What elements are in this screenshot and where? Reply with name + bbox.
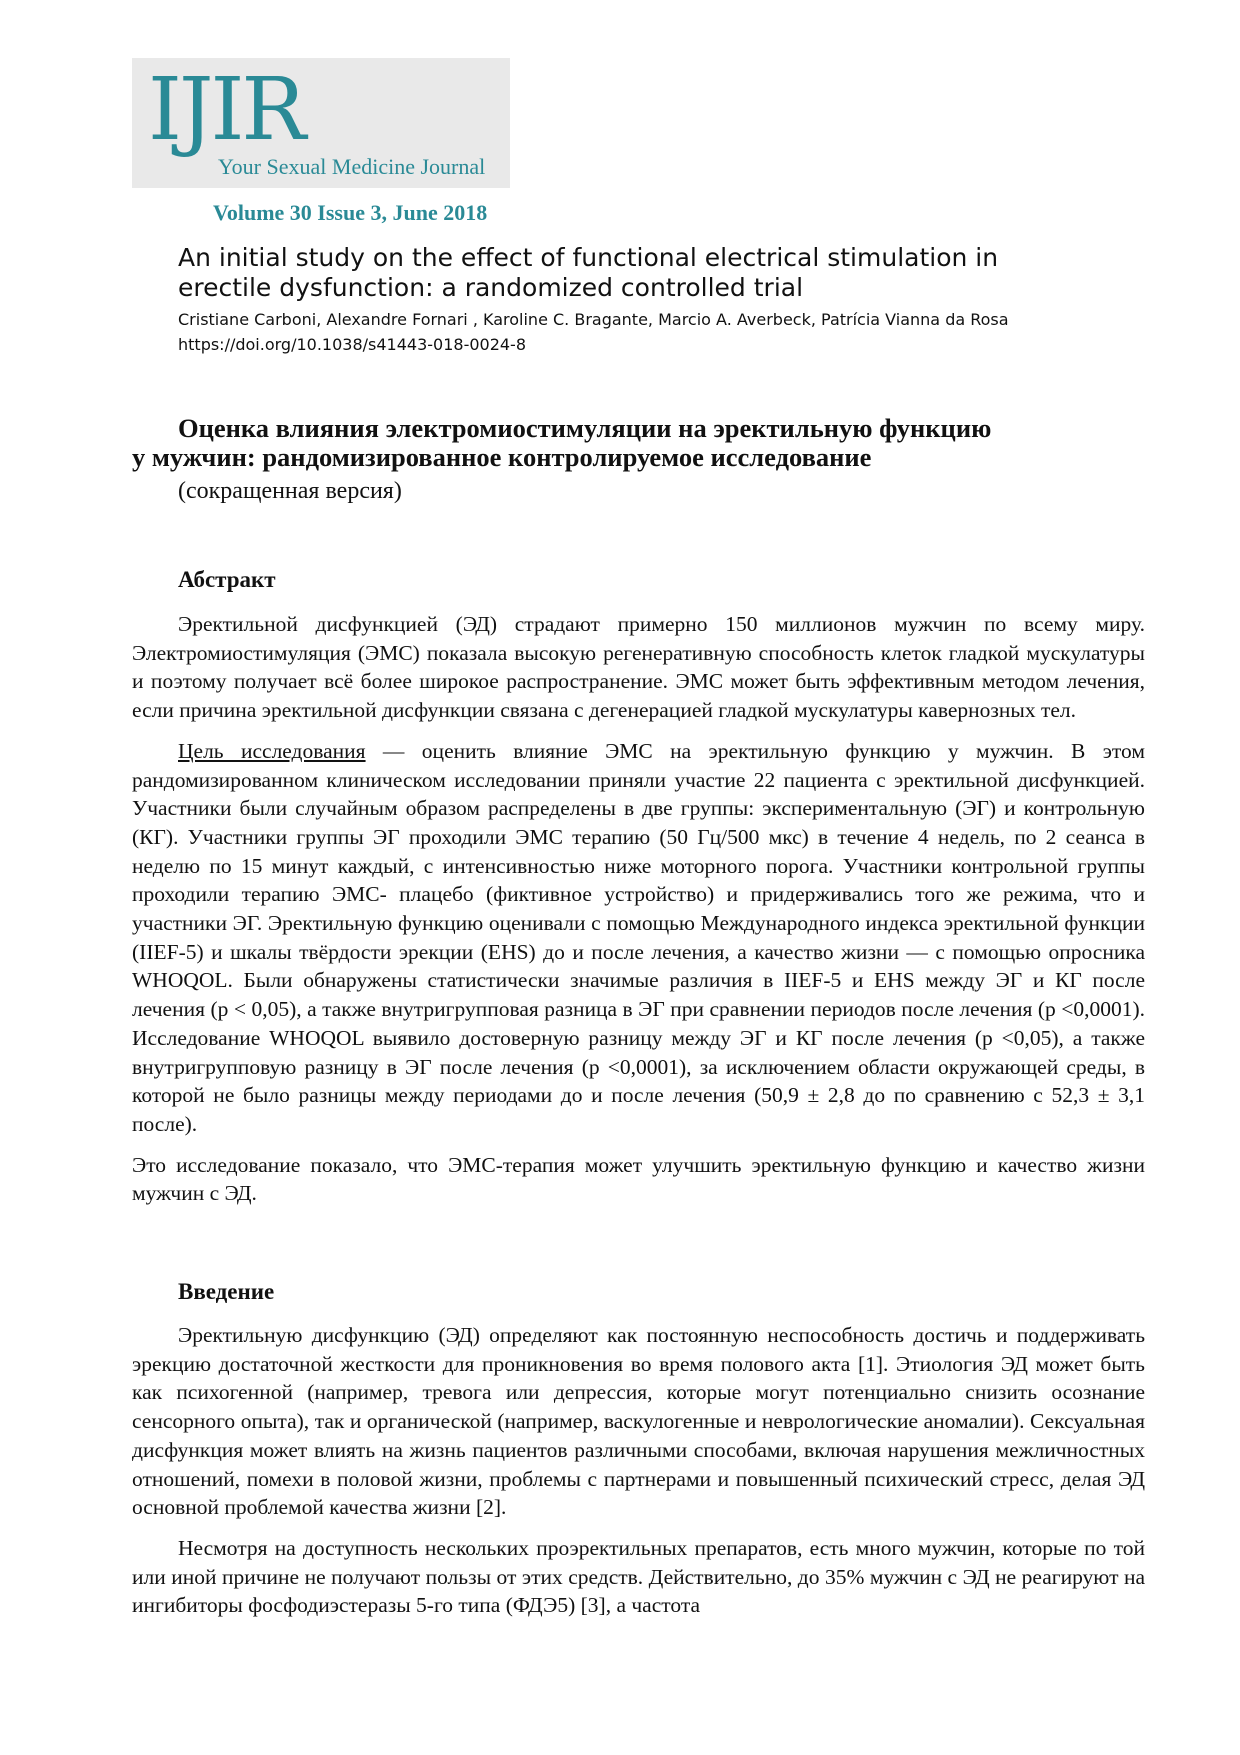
journal-logo-tagline: Your Sexual Medicine Journal: [218, 154, 486, 179]
journal-logo-mark: IJIR: [148, 60, 304, 160]
introduction-section: [132, 1321, 1145, 1632]
doi-link[interactable]: https://doi.org/10.1038/s41443-018-0024-8: [178, 335, 527, 354]
russian-title-line-1: Оценка влияния электромиостимуляции на эректильную функцию: [178, 413, 992, 443]
abstract-heading: Абстракт: [178, 567, 276, 592]
introduction-paragraph-1: Эректильную дисфункцию (ЭД) определяют как постоянную неспособность достичь и поддерживать эрекцию достаточной жесткости для проникновения во время полового акта [1]. Этиология ЭД может быть как психогенной (например, тревога или депрессия, которые могут потенциально снизить осознание сенсорного опыта), так и органической (например, васкулогенные и неврологические аномалии). Сексуальная дисфункция может влиять на жизнь пациентов различными способами, включая нарушения межличностных отношений, помехи в половой жизни, проблемы с партнерами и повышенный психический стресс, делая ЭД основной проблемой качества жизни [2].: [132, 1323, 1145, 1520]
author-list: Cristiane Carboni, Alexandre Fornari , Karoline C. Bragante, Marcio A. Averbeck, Patrícia Vianna da Rosa: [178, 310, 1009, 329]
russian-title: [132, 414, 1142, 472]
volume-issue: Volume 30 Issue 3, June 2018: [213, 200, 488, 225]
abstract-paragraph-3: Это исследование показало, что ЭМС-терапия может улучшить эректильную функцию и качество жизни мужчин с ЭД.: [132, 1152, 1145, 1206]
russian-title-line-2: у мужчин: рандомизированное контролируемое исследование: [132, 442, 872, 472]
abstract-section: [132, 610, 1145, 1220]
objective-label: Цель исследования: [178, 738, 366, 763]
objective-text: — оценить влияние ЭМС на эректильную функцию у мужчин. В этом рандомизированном клиническом исследовании приняли участие 22 пациента с эректильной дисфункцией. Участники были случайным образом распределены в две группы: экспериментальную (ЭГ) и контрольную (КГ). Участники группы ЭГ проходили ЭМС терапию (50 Гц/500 мкс) в течение 4 недель, по 2 сеанса в неделю по 15 минут каждый, с интенсивностью ниже моторного порога. Участники контрольной группы проходили терапию ЭМС- плацебо (фиктивное устройство) и придерживались того же режима, что и участники ЭГ. Эректильную функцию оценивали с помощью Международного индекса эректильной функции (IIEF-5) и шкалы твёрдости эрекции (EHS) до и после лечения, а качество жизни — с помощью опросника WHOQOL. Были обнаружены статистически значимые различия в IIEF-5 и EHS между ЭГ и КГ после лечения (p < 0,05), а также внутригрупповая разница в ЭГ при сравнении периодов после лечения (p <0,0001). Исследование WHOQOL выявило достоверную разницу между ЭГ и КГ после лечения (p <0,05), а также внутригрупповую разницу в ЭГ после лечения (p <0,0001), за исключением области окружающей среды, в которой не было разницы между периодами до и после лечения (50,9 ± 2,8 до по сравнению с 52,3 ± 3,1 после).: [132, 738, 1145, 1136]
russian-subtitle: (сокращенная версия): [178, 478, 402, 504]
introduction-heading: Введение: [178, 1279, 275, 1304]
abstract-paragraph-2: [132, 737, 1145, 1139]
journal-logo: [132, 58, 510, 188]
abstract-paragraph-1: Эректильной дисфункцией (ЭД) страдают примерно 150 миллионов мужчин по всему миру. Электромиостимуляция (ЭМС) показала высокую регенеративную способность клеток гладкой мускулатуры и поэтому получает всё более широкое распространение. ЭМС может быть эффективным методом лечения, если причина эректильной дисфункции связана с дегенерацией гладкой мускулатуры кавернозных тел.: [132, 612, 1145, 723]
english-title: An initial study on the effect of functional electrical stimulation in erectile dysfunction: a randomized controlled trial: [178, 243, 999, 302]
introduction-paragraph-2: Несмотря на доступность нескольких проэректильных препаратов, есть много мужчин, которые по той или иной причине не получают пользы от этих средств. Действительно, до 35% мужчин с ЭД не реагируют на ингибиторы фосфодиэстеразы 5-го типа (ФДЭ5) [3], а частота: [132, 1535, 1145, 1618]
